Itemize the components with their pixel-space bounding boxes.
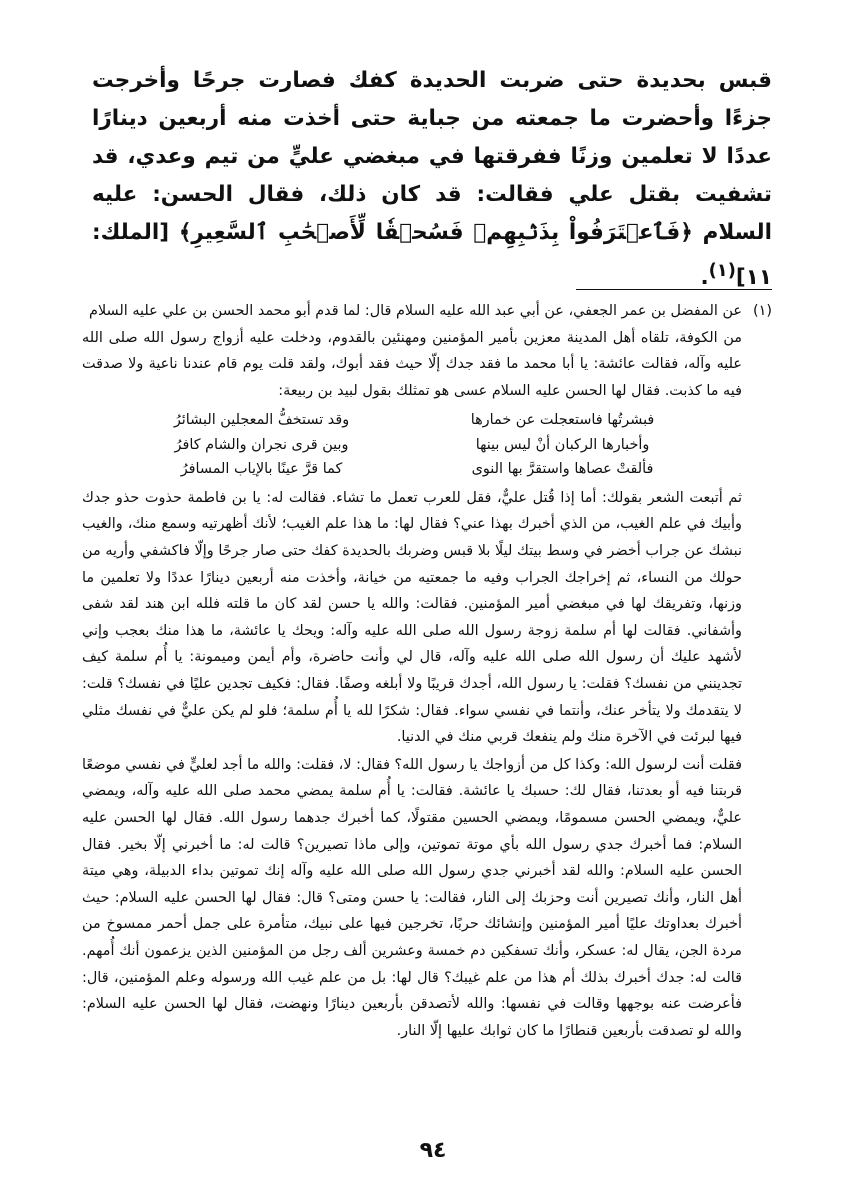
footnote-paragraph-1: ثم أتبعت الشعر بقولك: أما إذا قُتل عليٌّ، فقل للعرب تعمل ما تشاء. فقالت له: يا بن فاطمة حذوت حذو جدك وأبيك في علم الغيب، من الذي أخبرك بهذا عني؟ فقال لها: ما هذا علم الغيب؛ لأنك أظهرتيه وسمع منك، والغيب نبشك عن جراب أخضر في وسط بيتك ليلًا بلا قبس وضربك بالحديدة كفك حتى صار جرحًا وإلّا فاكشفي وأريه من حولك من النساء، ثم إخراجك الجراب وفيه ما جمعتيه من خيانة، وأخذت منه أربعين دينارًا عددًا ولا تعلمين ما وزنها، وتفريقك لها في مبغضي أمير المؤمنين. فقالت: والله يا حسن لقد كان ما قلته فلله ابن هند لقد شفى وأشفاني. فقالت لها أم سلمة زوجة رسول الله صلى الله عليه وآله: ويحك يا عائشة، ما هذا منك بعجب وإني لأشهد عليك أن رسول الله صلى الله عليه وآله، قال لي وأنت حاضرة، وأم أيمن وميمونة: يا أُم سلمة كيف تجدينني من نفسك؟ فقلت: يا رسول الله، أجدك قريبًا ولا أبلغه وصفًا. فقال: فكيف تجدين عليًا في نفسك؟ قلت: لا يتقدمك ولا يتأخر عنك، وأنتما في نفسي سواء. فقال: شكرًا لله يا أُم سلمة؛ فلو لم يكن عليٌّ في نفسك مثلي فيها لبرئت في الآخرة منك ولم ينفعك قربي منك في الدنيا. <box>82 489 742 746</box>
poem <box>82 404 742 484</box>
page-number: ٩٤ <box>419 1138 447 1163</box>
poem-verse-2-second: وبين قرى نجران والشام كافرُ <box>174 436 349 453</box>
poem-verse-2-first: وأخبارها الركبان أنْ ليس بينها <box>475 436 650 453</box>
footnote-intro: من الكوفة، تلقاه أهل المدينة معزين بأمير المؤمنين ومهنئين بالقدوم، ودخلت عليه أزواج رسول الله صلى الله عليه وآله، فقالت عائشة: يا أبا محمد ما فقد جدك إلّا حيث فقد أبوك، ولقد قلت يوم قام عندنا ناعية ولا صدقت فيه ما كذبت. فقال لها الحسن عليه السلام عسى هو تمثلك بقول لبيد بن ربيعة: <box>82 329 742 399</box>
poem-verse-1-first: فبشرتُها فاستعجلت عن خمارها <box>470 412 655 429</box>
footnote-indented-block <box>82 325 772 1045</box>
poem-verse-3-first: فألقتْ عصاها واستقرَّ بها النوى <box>471 461 654 478</box>
footnote-number: (١) <box>753 303 772 319</box>
footnote-divider <box>576 289 772 290</box>
footnote-paragraph-2: فقلت أنت لرسول الله: وكذا كل من أزواجك يا رسول الله؟ فقال: لا، فقلت: والله ما أجد لعليٍّ في نفسي موضعًا قربتنا فيه أو بعدتنا، فقال لك: حسبك يا عائشة. فقالت: يا أُم سلمة يمضي محمد صلى الله عليه وآله، ويمضي عليٌّ، ويمضي الحسن مسمومًا، ويمضي الحسين مقتولًا، كما أخبرك جدهما رسول الله. فقال لها الحسن عليه السلام: فما أخبرك جدي رسول الله بأي موتة تموتين، وإلى ماذا تصيرين؟ قالت له: ما أخبرني إلّا بخير. فقال الحسن عليه السلام: والله لقد أخبرني جدي رسول الله صلى الله عليه وآله إنك تموتين بداء الدبيلة، وهي ميتة أهل النار، وأنك تصيرين أنت وحزبك إلى النار، فقالت: يا حسن ومتى؟ قال: فقال لها الحسن عليه السلام: حيث أخبرك بعداوتك عليًا أمير المؤمنين وإنشائك حربًا، تخرجين فيها على نبيك، متأمرة على جمل أحمر ممسوخ من مردة الجن، يقال له: عسكر، وأنك تسفكين دم خمسة وعشرين ألف رجل من المؤمنين الذين يزعمون أنك أُمهم. قالت له: جدك أخبرك بذلك أم هذا من علم غيبك؟ قال لها: بل من علم غيب الله ورسوله وعلم المؤمنين، قال: فأعرضت عنه بوجهها وقالت في نفسها: والله لأتصدقن بأربعين دينارًا ونهضت، فقال لها الحسن عليه السلام: والله لو تصدقت بأربعين قنطارًا ما كان ثوابك عليها إلّا النار. <box>82 756 742 1039</box>
poem-verse-3-second: كما قرَّ عينًا بالإياب المسافرُ <box>180 461 343 478</box>
footnote <box>82 298 772 1044</box>
poem-verse-1-second: وقد تستخفُّ المعجلين البشائرُ <box>173 412 350 429</box>
main-text <box>92 62 772 297</box>
footnote-first-line <box>82 298 772 325</box>
footnote-opening: عن المفضل بن عمر الجعفي، عن أبي عبد الله عليه السلام قال: لما قدم أبو محمد الحسن بن علي عليه السلام <box>89 303 742 319</box>
main-text-body: قبس بحديدة حتى ضربت الحديدة كفك فصارت جرحًا وأخرجت جزءًا وأحضرت ما جمعته من جباية حتى أخذت منه أربعين دينارًا عددًا لا تعلمين وزنًا ففرقتها في مبغضي عليٍّ من تيم وعدي، قد تشفيت بقتل علي فقالت: قد كان ذلك، فقال الحسن: عليه السلام ﴿فَٱعۡتَرَفُواْ بِذَنۢبِهِمۡ فَسُحۡقٗا لِّأَصۡحَٰبِ ٱلسَّعِيرِ﴾ [الملك: ١١] <box>92 68 772 291</box>
main-text-end: . <box>700 265 709 291</box>
footnote-ref: (١) <box>708 260 736 281</box>
